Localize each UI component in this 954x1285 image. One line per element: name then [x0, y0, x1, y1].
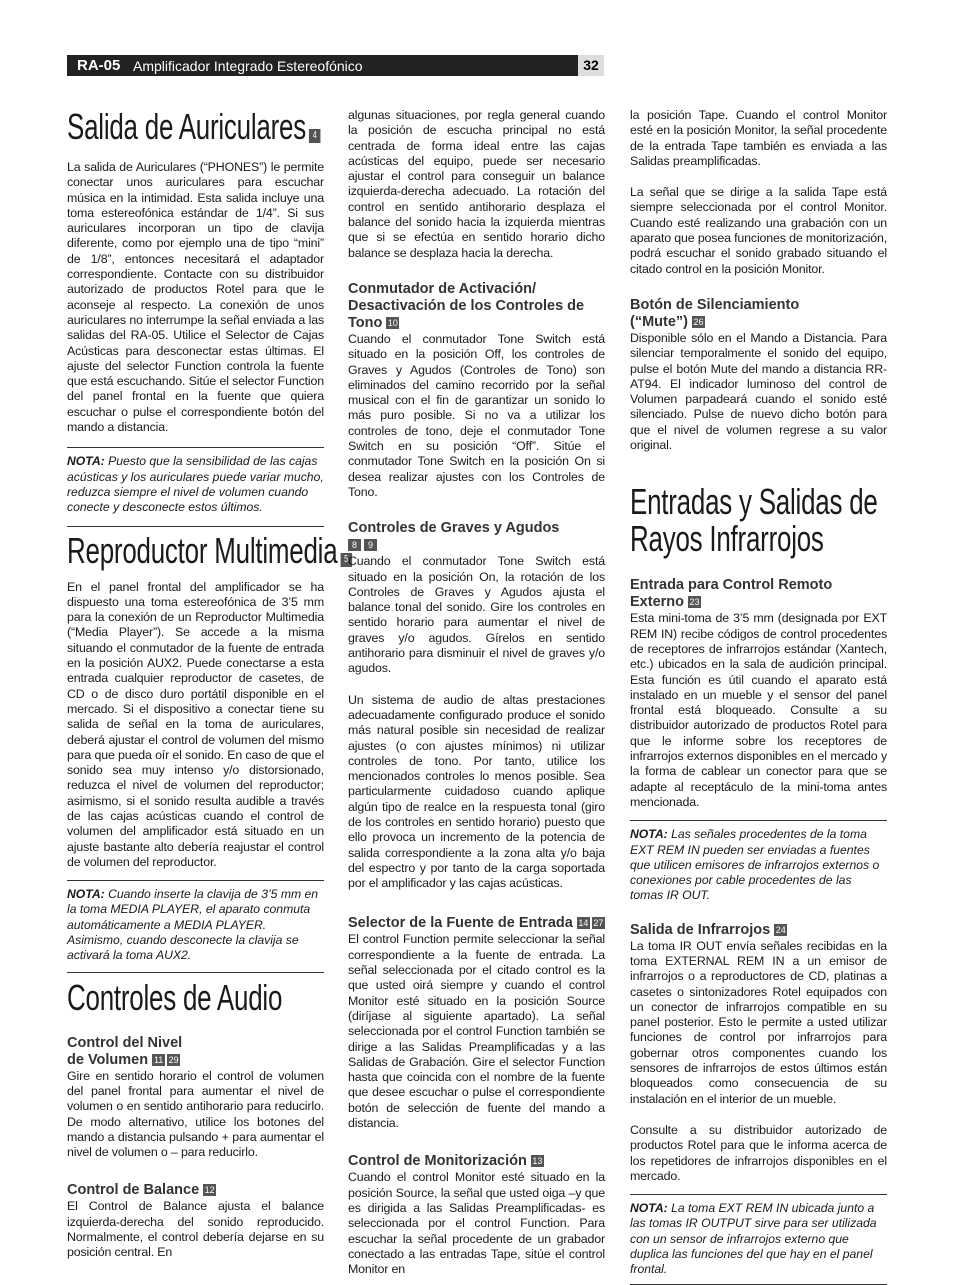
ref-badge: 24 — [775, 924, 786, 935]
ref-badge: 10 — [387, 317, 398, 328]
heading-conmutador-tono: Conmutador de Activación/ Desactivación de los Controles de Tono 10 — [348, 280, 585, 331]
paragraph-mute: Disponible sólo en el Mando a Distancia. Para silenciar temporalmente el sonido del equipo, pulse el botón Mute del mando a distancia RR-AT94. El indicador luminoso del control de Volumen parpadeará cuando el sonido esté silenciado. Pulse de nuevo dicho botón para que el nivel de volumen regrese a su valor original. — [630, 330, 887, 453]
heading-control-volumen: Control del Nivel de Volumen 11 29 — [67, 1034, 183, 1068]
header-title: Amplificador Integrado Estereofónico — [133, 58, 363, 74]
note-multimedia: NOTA: Cuando inserte la clavija de 3’5 mm en la toma MEDIA PLAYER, el aparato conmuta automáticamente a MEDIA PLAYER. Asimismo, cuando desconecte la clavija se activará la toma AUX2. — [67, 887, 319, 963]
paragraph-selector: El control Function permite seleccionar la señal correspondiente a la fuente de entrada. La señal seleccionada por el citado control es la que usted oirá siempre y cuando el control Monitor esté situado en la posición Source (diríjase al siguiente apartado). La señal seleccionada por el control Function también se dirige a las Salidas Preamplificadas y a las Salidas de Grabación. Gire el selector Function hasta que coincida con el nombre de la fuente que desee escuchar o pulse el correspondiente botón de selección de fuente del mando a distancia. — [348, 932, 605, 1131]
heading-graves-agudos: Controles de Graves y Agudos 8 9 — [348, 520, 560, 551]
ref-badge: 13 — [532, 1156, 543, 1167]
heading-entrada-remoto: Entrada para Control Remoto Externo 23 — [630, 577, 833, 611]
ref-badge: 4 — [309, 129, 321, 143]
ref-badge: 11 — [153, 1054, 164, 1065]
column-3 — [630, 108, 887, 1285]
model-name: RA-05 — [77, 57, 121, 74]
note-auriculares: NOTA: Puesto que la sensibilidad de las cajas acústicas y los auriculares puede variar mucho, reduzca siempre el nivel de volumen cuando conecte y desconecte estos últimos. — [67, 454, 324, 515]
heading-selector-fuente: Selector de la Fuente de Entrada 14 27 — [348, 915, 604, 932]
paragraph-salida: La toma IR OUT envía señales recibidas en la toma EXTERNAL REM IN a un emisor de infrarrojos o a reproductores de CD, platinas a casetes o sintonizadores Rotel equipados con un conector de infrarrojos compatible en su panel posterior. Esto le permite a usted utilizar funciones de control por infrarrojos para gobernar otros componentes cuando los sensores de infrarrojos de estos últimos están bloqueados como consecuencia de su instalación en el interior de un mueble. — [630, 938, 887, 1106]
ref-badge: 27 — [593, 918, 604, 929]
note-salida: NOTA: La toma EXT REM IN ubicada junto a las tomas IR OUTPUT sirve para ser utilizada con un sensor de infrarrojos externo que duplica las funciones del que hay en el panel frontal. — [630, 1201, 877, 1277]
heading-salida-infrarrojos: Salida de Infrarrojos 24 — [630, 921, 786, 938]
note-entrada: NOTA: Las señales procedentes de la toma EXT REM IN pueden ser enviadas a fuentes que utilicen emisores de infrarrojos externos o conexiones por cable procedentes de las tomas IR OUT. — [630, 827, 880, 903]
page-header — [67, 55, 604, 76]
heading-reproductor-multimedia: Reproductor Multimedia 5 — [67, 534, 352, 568]
paragraph-auriculares: La salida de Auriculares (“PHONES”) le permite conectar unos auriculares para escuchar música en la intimidad. Esta salida incluye una toma estereofónica estándar de 1/4”. Si sus auriculares incorporan un tipo de clavija diferente, como por ejemplo una de tipo “mini” de 1/8”, entonces necesitará el adaptador correspondiente. Contacte con su distribuidor autorizado de productos Rotel para que le aconseje al respecto. La conexión de unos auriculares no interrumpe la señal enviada a las salidas del RA-05. Utilice el Selector de Cajas Acústicas para desconectar estas últimas. El ajuste del selector Function controla la fuente que está escuchando. Sitúe el selector Function del panel frontal en la fuente que quiera escuchar o pulse el correspondiente botón del mando a distancia. — [67, 160, 324, 435]
column-2 — [348, 108, 605, 1277]
heading-control-monitorizacion: Control de Monitorización 13 — [348, 1153, 543, 1170]
ref-badge: 8 — [348, 539, 361, 551]
ref-badge: 9 — [364, 539, 377, 551]
paragraph-balance: El Control de Balance ajusta el balance izquierda-derecha del sonido reproducido. Normalmente, el control debería dejarse en su posición central. En — [67, 1199, 324, 1260]
column-1 — [67, 106, 348, 1261]
heading-controles-audio: Controles de Audio — [67, 976, 283, 1018]
paragraph-volumen: Gire en sentido horario el control de volumen del panel frontal para aumentar el nivel de volumen o en sentido antihorario para reducirlo. De modo alternativo, utilice los botones del mando a distancia pulsando + para aumentar el nivel de volumen o – para reducirlo. — [67, 1068, 324, 1160]
paragraph-graves: Cuando el conmutador Tone Switch está situado en la posición On, la rotación de los Controles de Graves y Agudos ajusta el balance tonal del sonido. Gire los controles en sentido horario para aumentar el nivel de graves y/o agudos. Gírelos en sentido antihorario para disminuir el nivel de graves y/o agudos. — [348, 554, 605, 676]
paragraph-sistema: Un sistema de audio de altas prestaciones adecuadamente configurado produce el sonido más natural posible sin necesidad de realizar ajustes (o con ajustes mínimos) ni utilizar controles de tono. Por tanto, utilice los mencionados controles lo menos posible. Sea particularmente cuidadoso cuando aplique algún tipo de realce en la respuesta tonal (giro de los controles en sentido horario) puesto que ello provoca un incremento de la potencia de salida correspondiente a la zona alta y/o baja del espectro y por tanto de la carga soportada por el amplificador y las cajas acústicas. — [348, 692, 605, 891]
paragraph-consulte: Consulte a su distribuidor autorizado de productos Rotel para que le informa acerca de los repetidores de infrarrojos disponibles en el mercado. — [630, 1122, 887, 1183]
heading-infrarrojos: Entradas y Salidas de Rayos Infrarrojos — [630, 481, 878, 560]
paragraph-entrada: Esta mini-toma de 3’5 mm (designada por EXT REM IN) recibe códigos de control procedentes de receptores de infrarrojos estándar (Xantech, etc.) ubicados en la sala de audición principal. Esta función es útil cuando el aparato está instalado en un mueble y el sensor del panel frontal está bloqueado. Consulte a su distribuidor autorizado de productos Rotel para que le informe sobre los receptores de infrarrojos externos disponibles en el mercado y la forma de cablear un conector para que se adapte al receptáculo de la mini-toma antes mencionada. — [630, 611, 887, 809]
paragraph-tape: La señal que se dirige a la salida Tape está siempre seleccionada por el control Monitor. Cuando esté realizando una grabación con un aparato que posea funciones de monitorización, podrá escuchar el sonido grabado situando el citado control en la posición Monitor. — [630, 185, 887, 276]
ref-badge: 26 — [693, 316, 704, 327]
heading-salida-auriculares: Salida de Auriculares 4 — [67, 110, 320, 144]
heading-control-balance: Control de Balance 12 — [67, 1182, 215, 1199]
divider — [630, 1284, 887, 1285]
ref-badge: 12 — [204, 1185, 215, 1196]
paragraph-tono: Cuando el conmutador Tone Switch está situado en la posición Off, los controles de Graves y Agudos (Controles de Tono) son eliminados del camino recorrido por la señal musical con el fin de garantizar un sonido lo más puro posible. Si no va a utilizar los controles de tono, deje el conmutador Tone Switch en su posición “Off”. Sitúe el conmutador Tone Switch en la posición On si desea realizar ajustes con los Controles de Tono. — [348, 331, 605, 499]
paragraph-monitor: Cuando el control Monitor esté situado en la posición Source, la señal que usted oiga –y que es dirigida a las Salidas Preamplificadas- es seleccionada por el control Function. Para escuchar la señal procedente de un grabador conectado a las entradas Tape, sitúe el control Monitor en — [348, 1170, 605, 1277]
ref-badge: 5 — [340, 553, 352, 567]
ref-badge: 14 — [578, 918, 589, 929]
paragraph-balance-cont: algunas situaciones, por regla general cuando la posición de escucha principal no está centrada de forma ideal entre las cajas acústicas del equipo, puede ser necesario ajustar el control para conseguir un balance izquierda-derecha adecuado. La rotación del control en sentido antihorario desplaza el balance del sonido hacia la izquierda mientras que si se efectúa en sentido horario dicho balance se desplaza hacia la derecha. — [348, 108, 605, 260]
ref-badge: 23 — [689, 597, 700, 608]
paragraph-multimedia: En el panel frontal del amplificador se ha dispuesto una toma estereofónica de 3’5 mm para la conexión de un Reproductor Multimedia (“Media Player”). Se accede a la misma situando el conmutador de la fuente de entrada en la posición AUX2. Puede conectarse a esta entrada cualquier reproductor de casetes, de CD o de disco duro portátil disponible en el mercado. Si el dispositivo a conectar tiene su salida de señal en la toma de auriculares, deberá ajustar el control de volumen del mismo para que pueda oír el sonido. En caso de que el sonido sea muy intenso y/o distorsionado, reduzca el nivel de volumen del reproductor; asimismo, si el sonido resulta audible a través de las cajas acústicas cuando el control de volumen del amplificador está situado en un ajuste bastante alto debería reajustar el control de volumen del reproductor. — [67, 579, 324, 869]
ref-badge: 29 — [168, 1054, 179, 1065]
page-number: 32 — [578, 55, 604, 76]
paragraph-monitor-cont: la posición Tape. Cuando el control Monitor esté en la posición Monitor, la señal procedente de la entrada Tape también es enviada a las Salidas preamplificadas. — [630, 108, 887, 168]
heading-boton-mute: Botón de Silenciamiento (“Mute”) 26 — [630, 296, 800, 330]
